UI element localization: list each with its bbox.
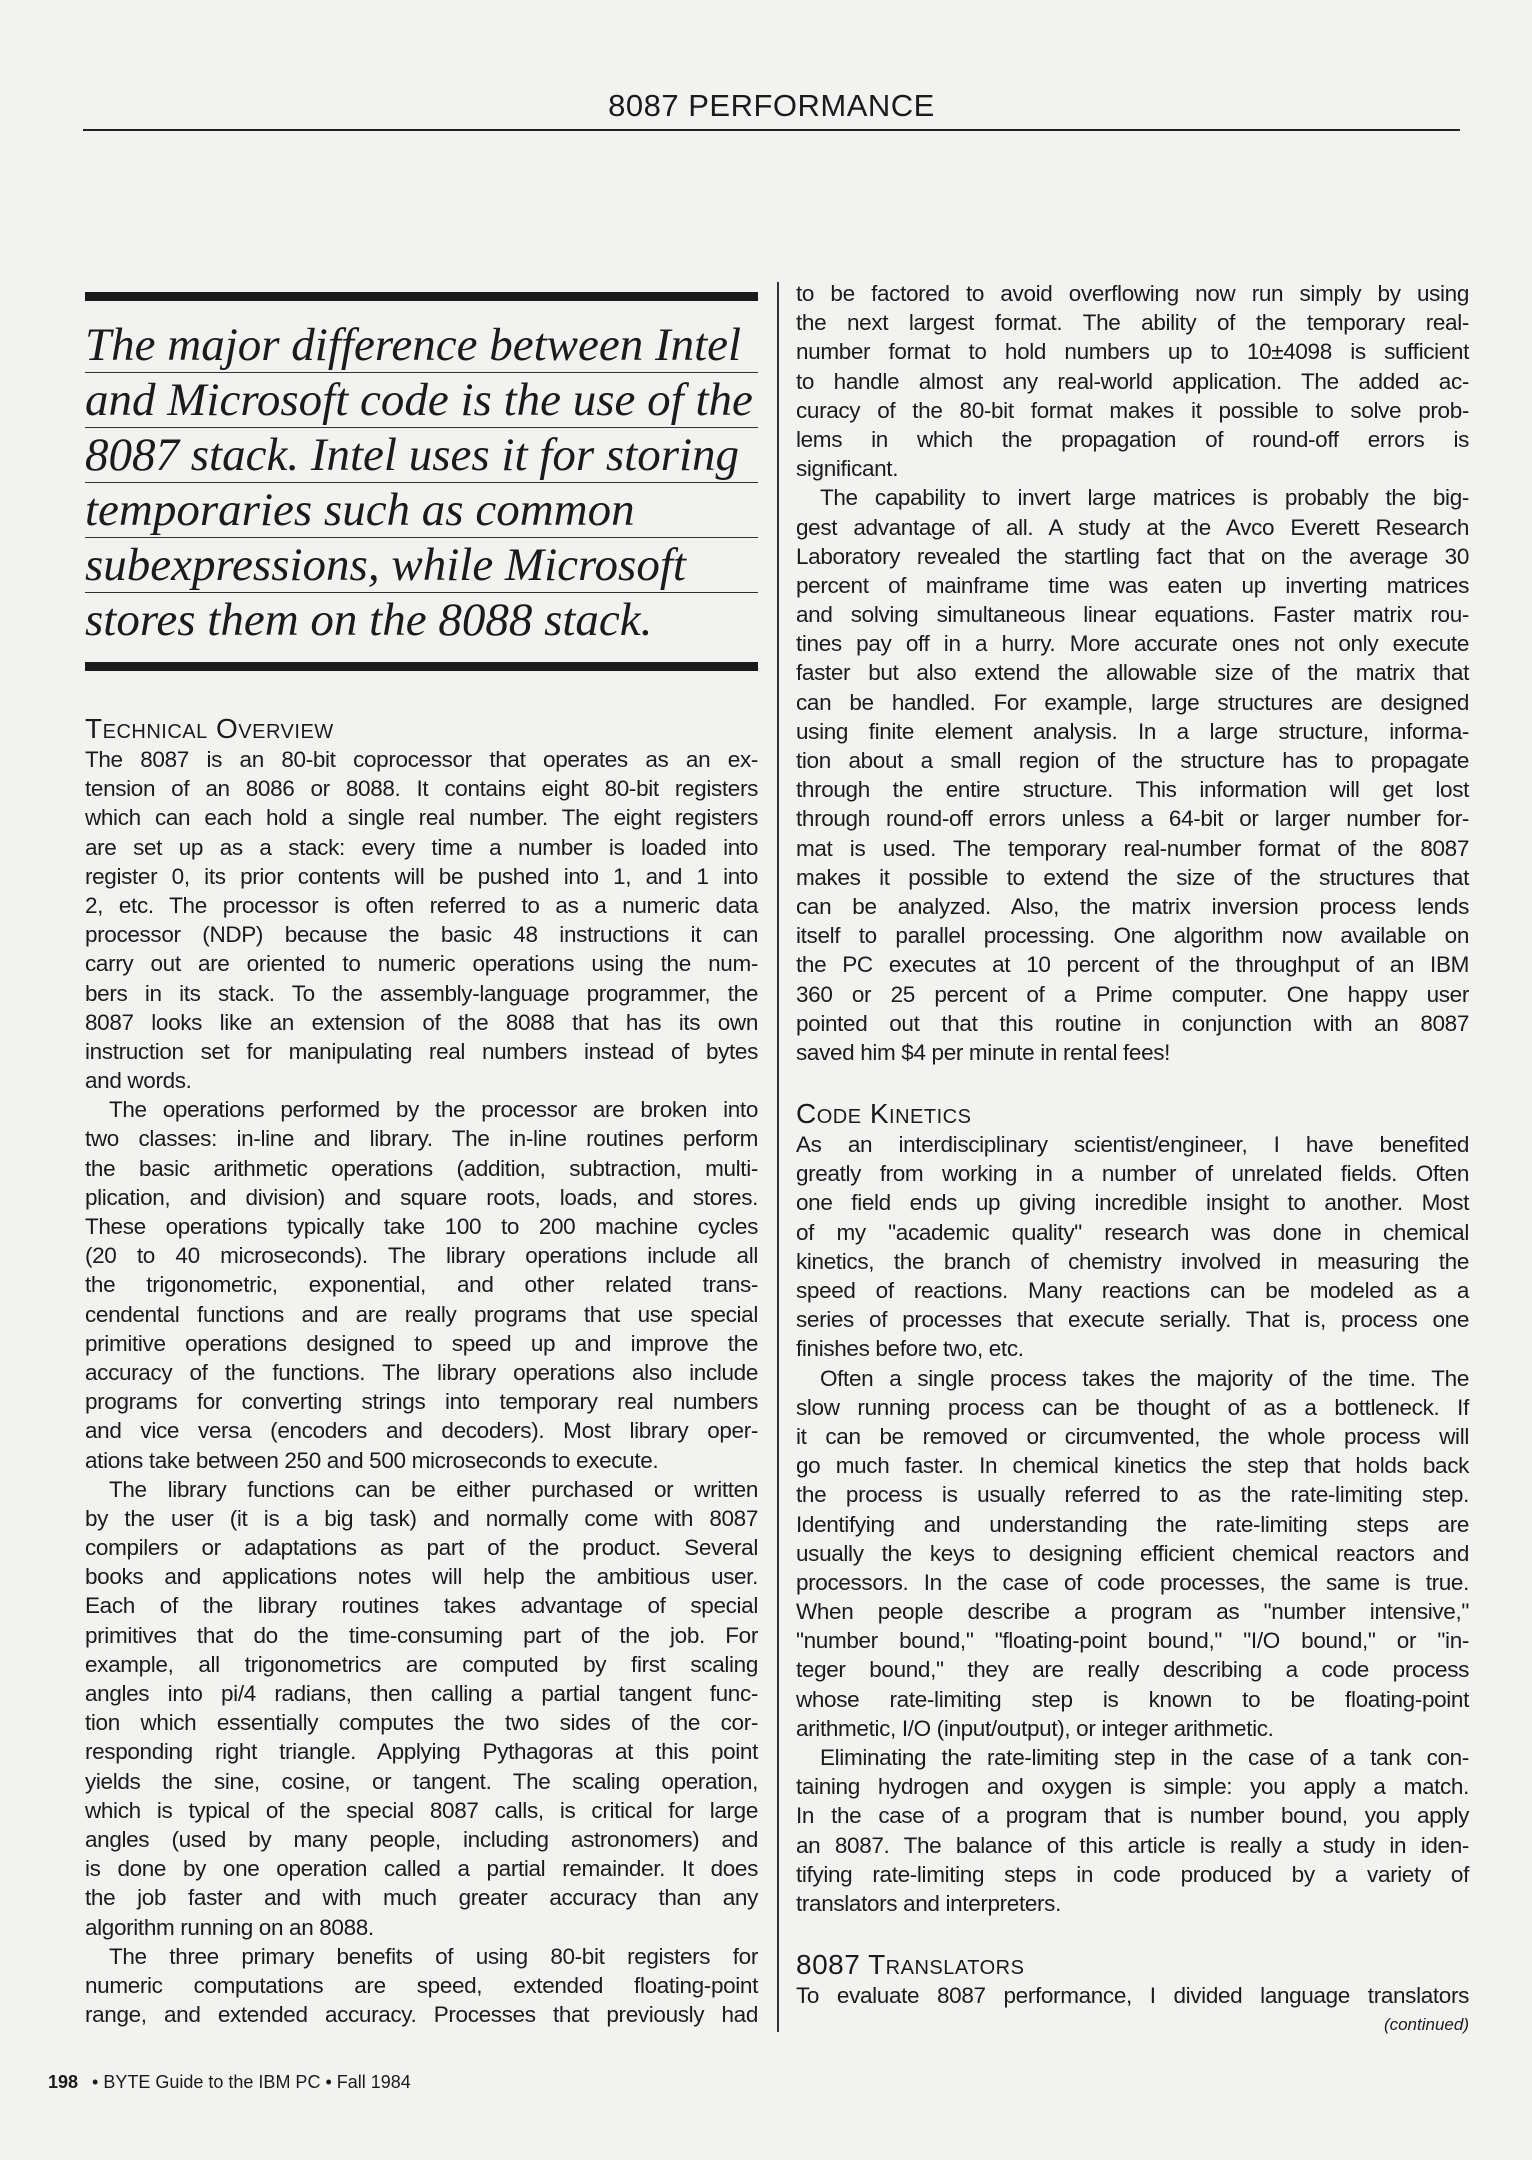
text-line: Often a single process takes the majority of the time. The	[820, 1365, 1469, 1391]
pull-quote-line: 8087 stack. Intel uses it for storing	[85, 428, 758, 483]
text-line: These operations typically take 100 to 200 machine cycles	[85, 1214, 758, 1239]
text-line: The library functions can be either purchased or written	[109, 1476, 758, 1502]
pull-quote-line: The major difference between Intel	[85, 318, 758, 373]
column-divider	[777, 282, 779, 2032]
page-number: 198	[48, 2072, 79, 2092]
text-line: As an interdisciplinary scientist/engineer, I have benefited	[796, 1132, 1469, 1158]
text-line: arithmetic, I/O (input/output), or integer arithmetic.	[796, 1715, 1274, 1741]
text-line: numeric computations are speed, extended floating-point	[85, 1972, 758, 1998]
text-line: series of processes that execute serially. That is, process one	[796, 1307, 1469, 1333]
text-line: are set up as a stack: every time a number is loaded into	[85, 834, 758, 860]
text-line: an 8087. The balance of this article is really a study in iden-	[796, 1832, 1469, 1858]
text-line: Eliminating the rate-limiting step in the case of a tank con-	[820, 1745, 1469, 1770]
text-line: percent of mainframe time was eaten up inverting matrices	[796, 572, 1469, 598]
text-line: can be handled. For example, large structures are designed	[796, 689, 1469, 715]
text-line: books and applications notes will help the ambitious user.	[85, 1564, 758, 1590]
text-line: the job faster and with much greater accuracy than any	[85, 1885, 758, 1911]
pull-quote-line: stores them on the 8088 stack.	[85, 594, 653, 646]
text-line: To evaluate 8087 performance, I divided language translators	[796, 1983, 1469, 2009]
text-line: processor (NDP) because the basic 48 instructions it can	[85, 922, 758, 948]
text-line: itself to parallel processing. One algorithm now available on	[796, 923, 1469, 949]
text-line: speed of reactions. Many reactions can be modeled as a	[796, 1278, 1469, 1303]
pull-quote-lines	[85, 301, 758, 662]
text-line: primitive operations designed to speed up and improve the	[85, 1330, 758, 1356]
text-line: ations take between 250 and 500 microseconds to execute.	[85, 1447, 659, 1473]
text-line: teger bound," they are really describing a code process	[796, 1657, 1469, 1683]
text-line: and vice versa (encoders and decoders). Most library oper-	[85, 1418, 758, 1444]
text-line: faster but also extend the allowable size of the matrix that	[796, 660, 1469, 686]
text-line: can be analyzed. Also, the matrix inversion process lends	[796, 893, 1469, 919]
pull-quote-line: subexpressions, while Microsoft	[85, 538, 758, 593]
pull-quote-top-bar	[85, 292, 758, 301]
paragraph	[796, 1364, 1469, 1743]
pull-quote	[85, 292, 758, 671]
text-line: makes it possible to extend the size of the structures that	[796, 864, 1469, 890]
text-line: 2, etc. The processor is often referred to as a numeric data	[85, 892, 758, 918]
text-line: tion which essentially computes the two sides of the cor-	[85, 1710, 758, 1736]
text-line: range, and extended accuracy. Processes that previously had	[85, 2002, 758, 2028]
text-line: tifying rate-limiting steps in code produced by a variety of	[796, 1861, 1469, 1887]
text-line: finishes before two, etc.	[796, 1336, 1024, 1362]
text-line: it can be removed or circumvented, the whole process will	[796, 1423, 1469, 1449]
text-line: one field ends up giving incredible insight to another. Most	[796, 1190, 1469, 1216]
text-line: usually the keys to designing efficient chemical reactors and	[796, 1540, 1469, 1566]
text-line: pointed out that this routine in conjunction with an 8087	[796, 1010, 1469, 1036]
text-line: yields the sine, cosine, or tangent. The scaling operation,	[85, 1768, 758, 1794]
text-line: number format to hold numbers up to 10±4098 is sufficient	[796, 339, 1469, 365]
paragraph	[796, 1981, 1469, 2010]
text-line: When people describe a program as "number intensive,"	[796, 1599, 1469, 1625]
text-line: greatly from working in a number of unrelated fields. Often	[796, 1161, 1469, 1187]
section-heading: Code Kinetics	[796, 1098, 972, 1130]
text-line: to handle almost any real-world application. The added ac-	[796, 368, 1469, 394]
text-line: significant.	[796, 456, 899, 482]
text-line: the PC executes at 10 percent of the throughput of an IBM	[796, 952, 1469, 978]
text-line: plication, and division) and square roots, loads, and stores.	[85, 1184, 758, 1210]
text-line: curacy of the 80-bit format makes it possible to solve prob-	[796, 397, 1469, 423]
text-line: Identifying and understanding the rate-limiting steps are	[796, 1511, 1469, 1537]
pull-quote-line: and Microsoft code is the use of the	[85, 373, 758, 428]
left-column	[85, 713, 758, 2029]
text-line: The three primary benefits of using 80-bit registers for	[109, 1943, 758, 1969]
text-line: The operations performed by the processor are broken into	[109, 1097, 758, 1123]
text-line: through round-off errors unless a 64-bit or larger number for-	[796, 806, 1469, 832]
text-line: lems in which the propagation of round-off errors is	[796, 426, 1469, 452]
text-line: two classes: in-line and library. The in-line routines perform	[85, 1126, 758, 1152]
text-line: register 0, its prior contents will be pushed into 1, and 1 into	[85, 863, 758, 889]
text-line: kinetics, the branch of chemistry involved in measuring the	[796, 1248, 1469, 1274]
text-line: slow running process can be thought of as a bottleneck. If	[796, 1394, 1469, 1420]
text-line: bers in its stack. To the assembly-language programmer, the	[85, 980, 758, 1006]
text-line: of my "academic quality" research was done in chemical	[796, 1219, 1469, 1245]
text-line: which is typical of the special 8087 calls, is critical for large	[85, 1797, 758, 1823]
text-line: (20 to 40 microseconds). The library operations include all	[85, 1243, 758, 1269]
paragraph	[796, 1743, 1469, 1918]
page-footer	[48, 2072, 411, 2093]
text-line: the basic arithmetic operations (addition, subtraction, multi-	[85, 1155, 758, 1181]
text-line: primitives that do the time-consuming part of the job. For	[85, 1622, 758, 1648]
text-line: translators and interpreters.	[796, 1890, 1061, 1916]
text-line: is done by one operation called a partial remainder. It does	[85, 1856, 758, 1882]
text-line: taining hydrogen and oxygen is simple: you apply a match.	[796, 1774, 1469, 1800]
text-line: angles into pi/4 radians, then calling a partial tangent func-	[85, 1681, 758, 1706]
text-line: and solving simultaneous linear equations. Faster matrix rou-	[796, 602, 1469, 628]
text-line: 8087 looks like an extension of the 8088 that has its own	[85, 1009, 758, 1035]
text-line: whose rate-limiting step is known to be floating-point	[796, 1686, 1469, 1712]
paragraph	[85, 1475, 758, 1942]
text-line: gest advantage of all. A study at the Avco Everett Research	[796, 514, 1469, 540]
header-rule	[83, 129, 1460, 131]
text-line: The capability to invert large matrices is probably the big-	[820, 485, 1469, 511]
text-line: programs for converting strings into temporary real numbers	[85, 1389, 758, 1415]
paragraph	[796, 279, 1469, 483]
text-line: accuracy of the functions. The library operations also include	[85, 1359, 758, 1385]
text-line: mat is used. The temporary real-number format of the 8087	[796, 835, 1469, 861]
text-line: cendental functions and are really programs that use special	[85, 1301, 758, 1327]
text-line: angles (used by many people, including astronomers) and	[85, 1826, 758, 1852]
text-line: the trigonometric, exponential, and other related trans-	[85, 1272, 758, 1298]
text-line: go much faster. In chemical kinetics the step that holds back	[796, 1453, 1469, 1479]
text-line: through the entire structure. This information will get lost	[796, 777, 1469, 803]
section-heading: Technical Overview	[85, 713, 334, 744]
footer-text: • BYTE Guide to the IBM PC • Fall 1984	[92, 2072, 411, 2092]
text-line: compilers or adaptations as part of the product. Several	[85, 1535, 758, 1561]
paragraph	[85, 1942, 758, 2030]
text-line: to be factored to avoid overflowing now run simply by using	[796, 281, 1469, 306]
text-line: Laboratory revealed the startling fact that on the average 30	[796, 543, 1469, 569]
text-line: saved him $4 per minute in rental fees!	[796, 1039, 1171, 1065]
text-line: 360 or 25 percent of a Prime computer. One happy user	[796, 981, 1469, 1007]
section-heading: 8087 Translators	[796, 1949, 1025, 1981]
text-line: processors. In the case of code processes, the same is true.	[796, 1569, 1469, 1595]
running-head: 8087 PERFORMANCE	[608, 88, 935, 123]
text-line: instruction set for manipulating real numbers instead of bytes	[85, 1038, 758, 1064]
text-line: tion about a small region of the structure has to propagate	[796, 748, 1469, 773]
text-line: The 8087 is an 80-bit coprocessor that operates as an ex-	[85, 747, 758, 772]
text-line: using finite element analysis. In a large structure, informa-	[796, 718, 1469, 744]
paragraph	[796, 483, 1469, 1067]
text-line: the next largest format. The ability of the temporary real-	[796, 310, 1469, 336]
paragraph	[85, 745, 758, 1095]
paragraph	[85, 1095, 758, 1474]
text-line: In the case of a program that is number bound, you apply	[796, 1803, 1469, 1829]
text-line: Each of the library routines takes advantage of special	[85, 1593, 758, 1619]
text-line: the process is usually referred to as the rate-limiting step.	[796, 1482, 1469, 1508]
text-line: and words.	[85, 1068, 192, 1094]
text-line: which can each hold a single real number. The eight registers	[85, 805, 758, 831]
pull-quote-line: temporaries such as common	[85, 483, 758, 538]
paragraph	[796, 1130, 1469, 1364]
text-line: tension of an 8086 or 8088. It contains eight 80-bit registers	[85, 776, 758, 802]
right-column	[796, 279, 1469, 2040]
text-line: carry out are oriented to numeric operations using the num-	[85, 951, 758, 977]
pull-quote-bottom-bar	[85, 662, 758, 671]
text-line: by the user (it is a big task) and normally come with 8087	[85, 1505, 758, 1531]
text-line: tines pay off in a hurry. More accurate ones not only execute	[796, 631, 1469, 657]
text-line: example, all trigonometrics are computed by first scaling	[85, 1651, 758, 1677]
text-line: "number bound," "floating-point bound," "I/O bound," or "in-	[796, 1628, 1469, 1654]
text-line: responding right triangle. Applying Pythagoras at this point	[85, 1739, 758, 1765]
continued-note: (continued)	[1383, 2015, 1469, 2035]
text-line: algorithm running on an 8088.	[85, 1914, 374, 1940]
